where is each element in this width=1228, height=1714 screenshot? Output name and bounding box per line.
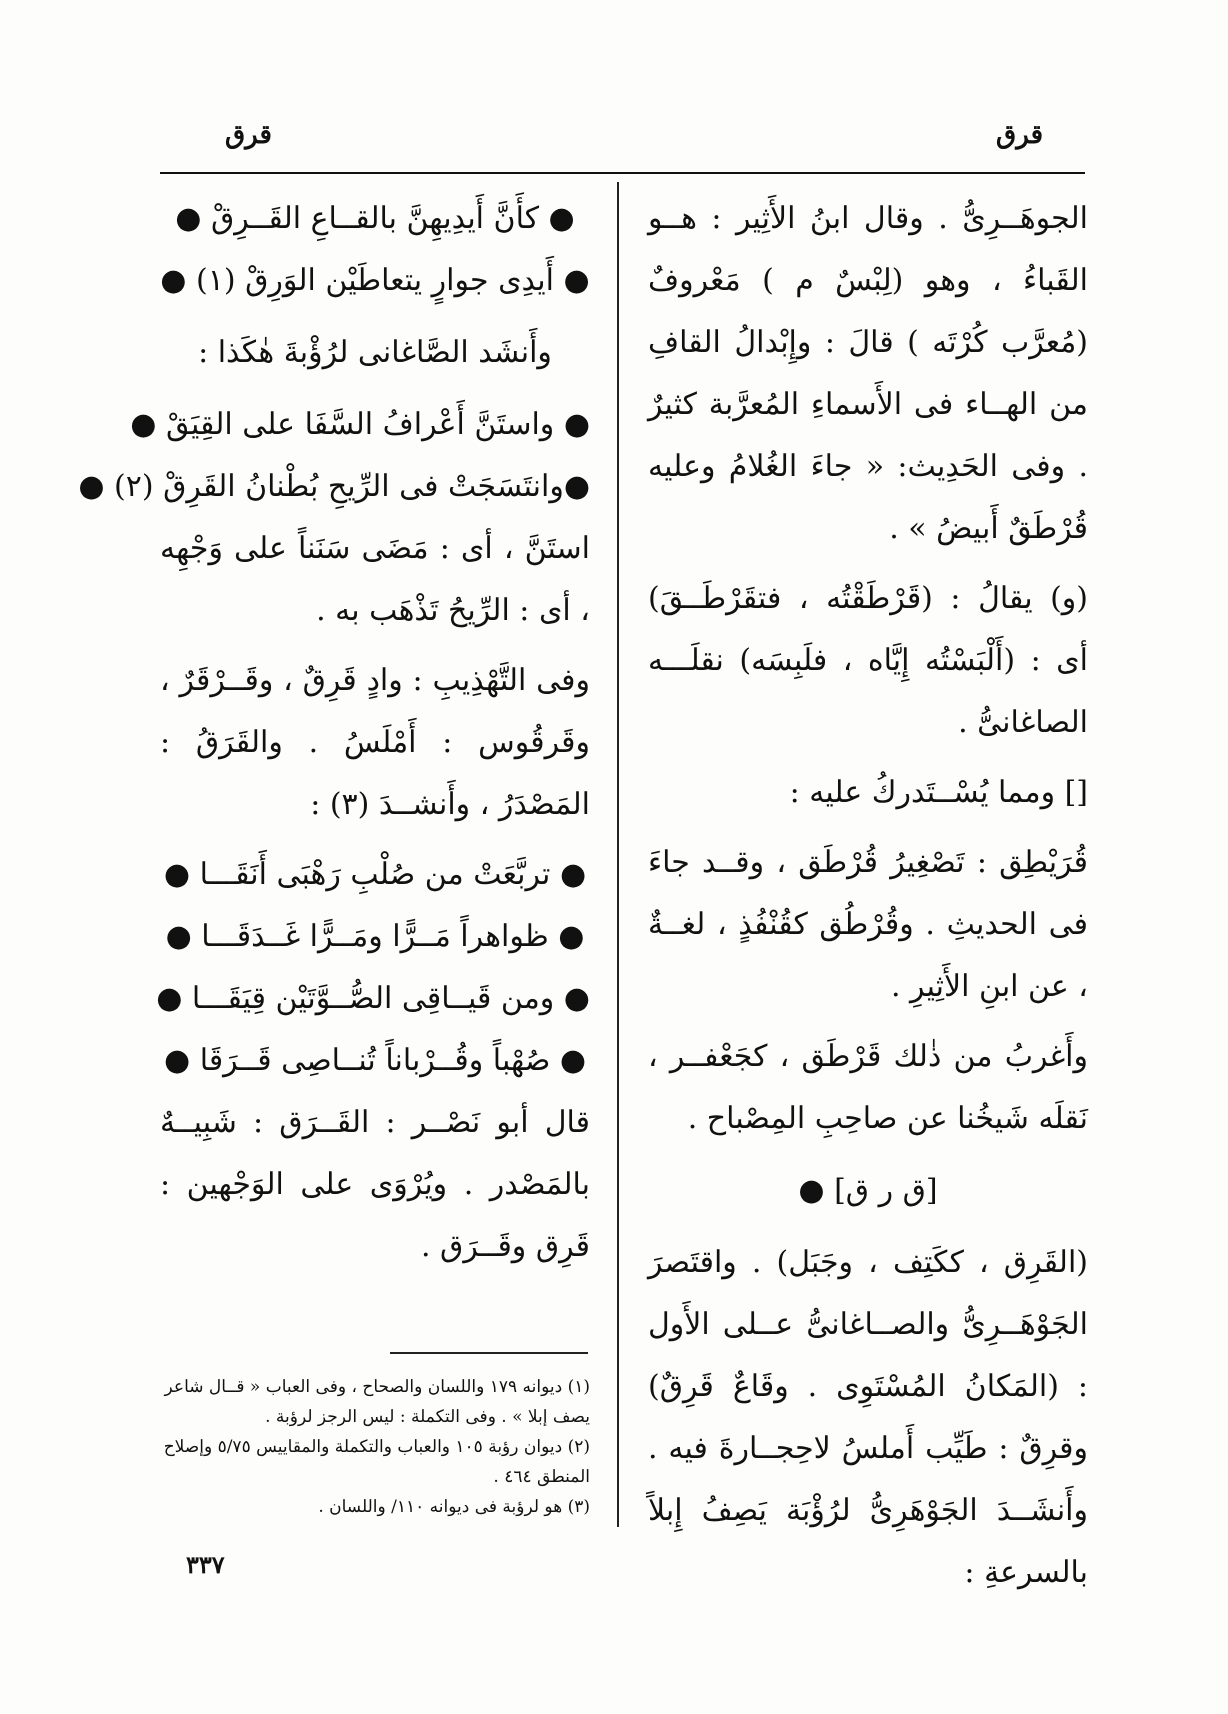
paragraph: استَنَّ ، أى : مَضَى سَنَناً على وَجْهِه ، أى : الرِّيحُ تَذْهَب به .: [160, 531, 590, 628]
header-right-word: قرق: [996, 120, 1043, 150]
paragraph: وفى التَّهْذِيبِ : وادٍ قَرِقٌ ، وقَــرْقَرٌ ، وقَرقُوس : أَمْلَسُ . والقَرَقُ : المَصْدَرُ ، وأَنشــدَ (٣) :: [160, 663, 590, 822]
paragraph: قُرَيْطِق : تَصْغِيرُ قُرْطَق ، وقــد جاءَ فى الحديثِ . وقُرْطُق كقُنْفُذٍ ، لغــةٌ ، عن ابنِ الأَثِيرِ .: [648, 845, 1088, 1004]
verse-line: ● كأَنَّ أَيدِيهِنَّ بالقــاعِ القَــرِقْ ●: [175, 201, 575, 236]
footnotes: [160, 1372, 590, 1522]
page-number: ٣٣٧: [186, 1550, 225, 1579]
verse-line: ● ومن قَيــاقِى الصُّــوَّتَيْن قِيَقَـــا ●: [156, 981, 590, 1016]
paragraph: (و) يقالُ : (قَرْطَقْتُه ، فتقَرْطَــقَ) أى : (أَلْبَسْتُه إِيَّاه ، فلَبِسَه) نقلَـــه الصاغانىُّ .: [648, 581, 1088, 740]
footnote: (٢) ديوان رؤبة ١٠٥ والعباب والتكملة والمقاييس ٥/٧٥ وإصلاح المنطق ٤٦٤ .: [163, 1437, 590, 1487]
verse-line: ● ظواهراً مَــرًّا ومَــرًّا غَــدَقَـــا ●: [165, 919, 585, 954]
left-column: [78, 188, 590, 1286]
footnote: (١) ديوانه ١٧٩ واللسان والصحاح ، وفى العباب « قــال شاعر يصف إبلا » . وفى التكملة : ليس الرجز لرؤبة .: [164, 1377, 590, 1427]
verse-line: ●وانتَسَجَتْ فى الرِّيحِ بُطْنانُ القَرِقْ (٢) ●: [78, 469, 590, 504]
verse-line: ● أَيدِى جوارٍ يتعاطَيْن الوَرِقْ (١) ●: [160, 263, 590, 298]
right-column: [648, 188, 1088, 1612]
verse-line: ● تربَّعَتْ من صُلْبِ رَهْبَى أَنَقَـــا ●: [163, 857, 587, 892]
verse-intro: وأَنشَد الصَّاغانى لرُؤْبةَ هٰكَذا :: [198, 335, 552, 370]
paragraph: [] ومما يُسْــتَدركُ عليه :: [789, 775, 1088, 810]
paragraph: وأَغربُ من ذٰلك قَرْطَق ، كجَعْفــر ، نَقلَه شَيخُنا عن صاحِبِ المِصْباح .: [648, 1039, 1088, 1136]
verse-line: ● صُهْباً وقُــرْباناً تُنــاصِى قَــرَقَا ●: [163, 1043, 587, 1078]
verse-line: ● واستَنَّ أَعْرافُ السَّفَا على القِيَقْ ●: [130, 407, 590, 442]
footnote: (٣) هو لرؤبة فى ديوانه ١١٠/ واللسان .: [318, 1497, 590, 1517]
entry-heading: [ق ر ق] ●: [798, 1173, 938, 1208]
entry-paragraph: (القَرِق ، ككَتِف ، وجَبَل) . واقتَصرَ الجَوْهَــرِىُّ والصــاغانىُّ عــلى الأَول : (المَكانُ المُسْتَوِى . وقَاعٌ قَرِقٌ) وقرِقٌ : طَيِّب أَملسُ لاحِجــارةَ فيه . وأَنشَــدَ الجَوْهَرِىُّ لرُؤْبَة يَصِفُ إِبلاً بالسرعةِ :: [648, 1245, 1088, 1590]
column-divider: [617, 182, 619, 1527]
paragraph: قال أبو نَصْــر : القَــرَق : شَبِيــهٌ بالمَصْدر . ويُرْوَى على الوَجْهين : قَرِق وقَــرَق .: [160, 1105, 590, 1264]
paragraph: الجوهَــرِىُّ . وقال ابنُ الأَثِير : هــو القَباءُ ، وهو (لِبْسٌ م ) مَعْروفٌ (مُعرَّب كُرْتَه ) قالَ : وإِبْدالُ القافِ من الهــاء فى الأَسماءِ المُعرَّبة كثيرٌ . وفى الحَدِيث: « جاءَ الغُلامُ وعليه قُرْطَقٌ أَبيضُ » .: [648, 201, 1088, 546]
footnote-rule: [390, 1352, 588, 1354]
header-rule: [160, 172, 1085, 174]
header-left-word: قرق: [225, 120, 272, 150]
